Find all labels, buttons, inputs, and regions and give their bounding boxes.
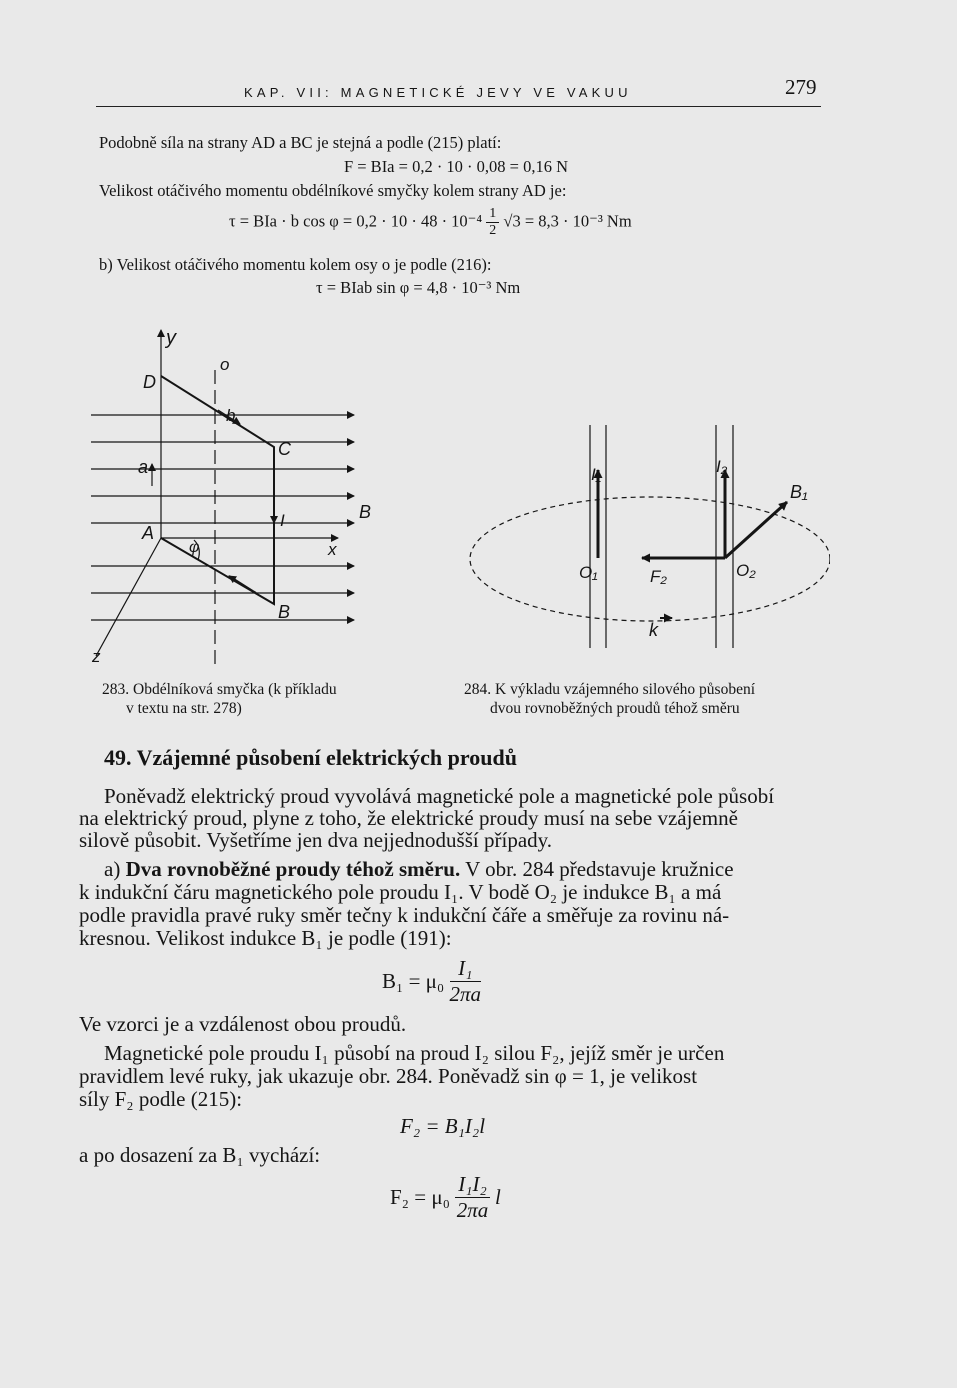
equation-part: √3 = 8,3 · 10⁻³ Nm <box>503 211 632 231</box>
bold-heading: Dva rovnoběžné proudy téhož směru. <box>125 857 461 881</box>
equation: F = BIa = 0,2 · 10 · 0,08 = 0,16 N <box>343 157 569 176</box>
numerator: I₁ <box>450 956 482 982</box>
numerator: I₁I₂ <box>455 1172 490 1198</box>
denominator: 2 <box>489 223 497 238</box>
paragraph-line <box>104 857 734 882</box>
paragraph-line: Ve vzorci je a vzdálenost obou proudů. <box>79 1012 407 1036</box>
fraction <box>486 206 499 239</box>
label-B1: B₁ <box>790 482 808 502</box>
loop-rectangle <box>161 376 274 604</box>
text-run: V obr. 284 představuje kružnice <box>460 857 734 881</box>
label-B-corner: B <box>278 602 291 622</box>
label-k: k <box>649 620 658 640</box>
numerator: 1 <box>486 206 499 223</box>
item-label: a) <box>104 857 126 881</box>
figure-283-caption <box>102 680 337 718</box>
equation-part: τ = BIa · b cos φ = 0,2 · 10 · 48 · 10⁻⁴ <box>229 211 483 231</box>
caption-line: dvou rovnoběžných proudů téhož směru <box>490 700 740 717</box>
denominator: 2πa <box>456 1198 489 1222</box>
equation: τ = BIab sin φ = 4,8 · 10⁻³ Nm <box>316 278 521 297</box>
figure-284-parallel-currents <box>460 420 830 675</box>
paragraph-line: Magnetické pole proudu I₁ působí na proud I₂ silou F₂, jejíž směr je určen <box>104 1041 725 1065</box>
label-I2: I₂ <box>716 457 728 476</box>
caption-line: 283. Obdélníková smyčka (k příkladu <box>102 681 337 698</box>
paragraph-line: podle pravidla pravé ruky směr tečny k indukční čáře a směřuje za rovinu ná- <box>79 903 730 927</box>
text-line: Velikost otáčivého momentu obdélníkové smyčky kolem strany AD je: <box>99 181 567 200</box>
equation-f2: F₂ = B₁I₂l <box>400 1114 486 1138</box>
label-I1: I₁ <box>591 465 602 484</box>
equation-f2-final <box>390 1172 501 1223</box>
paragraph-line: síly F₂ podle (215): <box>79 1087 243 1111</box>
paragraph-line: a po dosazení za B₁ vychází: <box>79 1143 321 1167</box>
label-z: z <box>92 647 101 666</box>
paragraph-line: k indukční čáru magnetického pole proudu I₁. V bodě O₂ je indukce B₁ a má <box>79 880 722 904</box>
text-line: Podobně síla na strany AD a BC je stejná a podle (215) platí: <box>99 133 502 152</box>
label-I: I <box>280 511 285 530</box>
fraction <box>455 1172 490 1223</box>
caption-line: v textu na str. 278) <box>126 700 242 717</box>
label-y: y <box>166 327 176 349</box>
paragraph-line: kresnou. Velikost indukce B₁ je podle (191): <box>79 926 452 950</box>
label-x: x <box>328 540 337 559</box>
label-A: A <box>142 523 155 543</box>
current-arrow <box>229 576 256 593</box>
label-O2: O₂ <box>736 561 756 580</box>
figure-283-rectangular-loop <box>86 318 376 678</box>
label-C: C <box>278 439 291 459</box>
equation-b1 <box>382 956 481 1007</box>
figure-284-caption <box>464 680 755 718</box>
equation-part: F₂ = μ₀ <box>390 1185 450 1209</box>
induction-B1-arrow <box>725 502 787 558</box>
paragraph-line: pravidlem levé ruky, jak ukazuje obr. 284. Poněvadž sin φ = 1, je velikost <box>79 1064 698 1088</box>
fraction <box>450 956 482 1007</box>
label-D: D <box>143 372 156 392</box>
section-title: 49. Vzájemné působení elektrických proudů <box>104 745 517 770</box>
text-line: b) Velikost otáčivého momentu kolem osy o je podle (216): <box>99 255 492 274</box>
label-o: o <box>220 355 230 374</box>
z-axis <box>96 538 161 656</box>
equation-part: l <box>495 1185 501 1209</box>
paragraph-line: Poněvadž elektrický proud vyvolává magnetické pole a magnetické pole působí <box>104 784 775 808</box>
label-B-field: B <box>359 502 372 522</box>
page-number: 279 <box>785 75 817 99</box>
paragraph-line: silově působit. Vyšetříme jen dva nejjednodušší případy. <box>79 828 553 852</box>
equation <box>229 206 632 239</box>
running-header: KAP. VII: MAGNETICKÉ JEVY VE VAKUU <box>244 85 632 100</box>
label-a: a <box>138 457 149 477</box>
equation-part: B₁ = μ₀ <box>382 969 445 993</box>
label-O1: O₁ <box>579 563 598 582</box>
denominator: 2πa <box>449 982 482 1006</box>
caption-line: 284. K výkladu vzájemného silového působení <box>464 681 756 698</box>
paragraph-line: na elektrický proud, plyne z toho, že elektrické proudy musí na sebe vzájemně <box>79 806 738 830</box>
label-F2: F₂ <box>650 567 667 586</box>
label-b: b <box>226 406 236 425</box>
header-rule <box>96 106 821 107</box>
label-phi: φ <box>189 539 200 556</box>
